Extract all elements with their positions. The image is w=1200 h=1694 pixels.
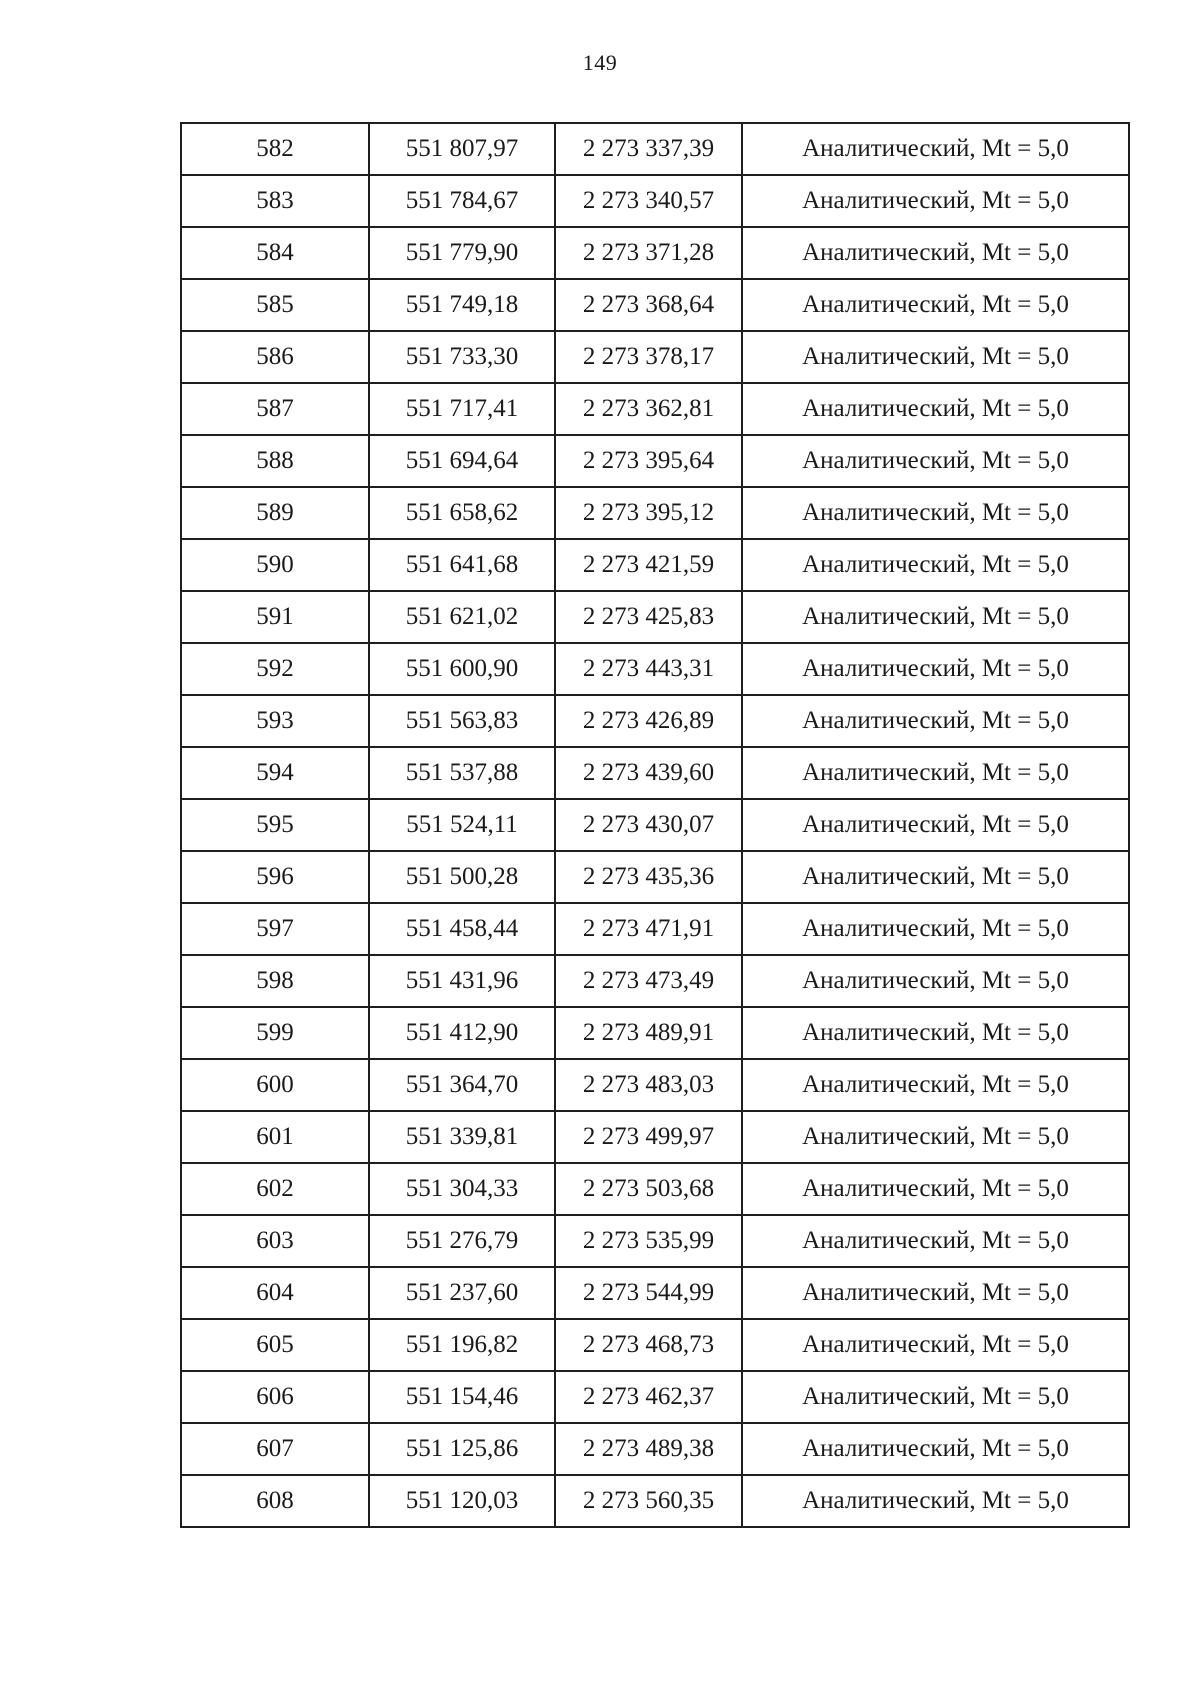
cell-coordinate-y: 2 273 362,81 (555, 383, 742, 435)
coordinates-table-body (181, 123, 1129, 1527)
table-row (181, 227, 1129, 279)
cell-method: Аналитический, Mt = 5,0 (742, 1423, 1129, 1475)
cell-point-number: 596 (181, 851, 369, 903)
table-row (181, 1007, 1129, 1059)
cell-coordinate-x: 551 154,46 (369, 1371, 555, 1423)
cell-method: Аналитический, Mt = 5,0 (742, 747, 1129, 799)
cell-point-number: 605 (181, 1319, 369, 1371)
cell-point-number: 603 (181, 1215, 369, 1267)
cell-point-number: 593 (181, 695, 369, 747)
cell-coordinate-y: 2 273 535,99 (555, 1215, 742, 1267)
cell-coordinate-x: 551 717,41 (369, 383, 555, 435)
cell-method: Аналитический, Mt = 5,0 (742, 331, 1129, 383)
table-row (181, 279, 1129, 331)
cell-coordinate-x: 551 500,28 (369, 851, 555, 903)
cell-coordinate-y: 2 273 544,99 (555, 1267, 742, 1319)
cell-point-number: 601 (181, 1111, 369, 1163)
cell-coordinate-y: 2 273 560,35 (555, 1475, 742, 1527)
cell-point-number: 582 (181, 123, 369, 175)
cell-coordinate-x: 551 779,90 (369, 227, 555, 279)
cell-method: Аналитический, Mt = 5,0 (742, 1111, 1129, 1163)
cell-coordinate-y: 2 273 340,57 (555, 175, 742, 227)
cell-method: Аналитический, Mt = 5,0 (742, 1371, 1129, 1423)
cell-coordinate-x: 551 600,90 (369, 643, 555, 695)
cell-method: Аналитический, Mt = 5,0 (742, 695, 1129, 747)
cell-coordinate-x: 551 339,81 (369, 1111, 555, 1163)
cell-method: Аналитический, Mt = 5,0 (742, 643, 1129, 695)
cell-coordinate-x: 551 431,96 (369, 955, 555, 1007)
cell-point-number: 588 (181, 435, 369, 487)
cell-coordinate-y: 2 273 395,12 (555, 487, 742, 539)
cell-coordinate-x: 551 563,83 (369, 695, 555, 747)
cell-coordinate-y: 2 273 435,36 (555, 851, 742, 903)
cell-coordinate-y: 2 273 425,83 (555, 591, 742, 643)
cell-method: Аналитический, Mt = 5,0 (742, 279, 1129, 331)
cell-method: Аналитический, Mt = 5,0 (742, 1215, 1129, 1267)
table-row (181, 1163, 1129, 1215)
cell-coordinate-x: 551 524,11 (369, 799, 555, 851)
cell-coordinate-y: 2 273 483,03 (555, 1059, 742, 1111)
cell-method: Аналитический, Mt = 5,0 (742, 1267, 1129, 1319)
table-row (181, 747, 1129, 799)
cell-point-number: 597 (181, 903, 369, 955)
cell-point-number: 595 (181, 799, 369, 851)
table-row (181, 851, 1129, 903)
cell-coordinate-y: 2 273 426,89 (555, 695, 742, 747)
table-row (181, 1475, 1129, 1527)
cell-coordinate-y: 2 273 443,31 (555, 643, 742, 695)
table-row (181, 1319, 1129, 1371)
table-row (181, 331, 1129, 383)
cell-point-number: 606 (181, 1371, 369, 1423)
table-row (181, 123, 1129, 175)
cell-coordinate-y: 2 273 430,07 (555, 799, 742, 851)
cell-point-number: 591 (181, 591, 369, 643)
cell-method: Аналитический, Mt = 5,0 (742, 1007, 1129, 1059)
table-row (181, 955, 1129, 1007)
cell-coordinate-y: 2 273 503,68 (555, 1163, 742, 1215)
cell-method: Аналитический, Mt = 5,0 (742, 383, 1129, 435)
cell-coordinate-y: 2 273 337,39 (555, 123, 742, 175)
cell-coordinate-y: 2 273 378,17 (555, 331, 742, 383)
cell-coordinate-y: 2 273 473,49 (555, 955, 742, 1007)
table-row (181, 1111, 1129, 1163)
cell-coordinate-x: 551 304,33 (369, 1163, 555, 1215)
cell-point-number: 599 (181, 1007, 369, 1059)
cell-method: Аналитический, Mt = 5,0 (742, 539, 1129, 591)
table-row (181, 175, 1129, 227)
table-row (181, 487, 1129, 539)
cell-coordinate-y: 2 273 462,37 (555, 1371, 742, 1423)
cell-coordinate-y: 2 273 368,64 (555, 279, 742, 331)
cell-method: Аналитический, Mt = 5,0 (742, 123, 1129, 175)
cell-coordinate-x: 551 733,30 (369, 331, 555, 383)
table-row (181, 1371, 1129, 1423)
cell-coordinate-y: 2 273 471,91 (555, 903, 742, 955)
cell-point-number: 585 (181, 279, 369, 331)
cell-coordinate-x: 551 196,82 (369, 1319, 555, 1371)
cell-coordinate-y: 2 273 395,64 (555, 435, 742, 487)
cell-coordinate-x: 551 749,18 (369, 279, 555, 331)
cell-method: Аналитический, Mt = 5,0 (742, 435, 1129, 487)
cell-coordinate-x: 551 641,68 (369, 539, 555, 591)
cell-method: Аналитический, Mt = 5,0 (742, 799, 1129, 851)
table-row (181, 799, 1129, 851)
cell-coordinate-x: 551 458,44 (369, 903, 555, 955)
cell-method: Аналитический, Mt = 5,0 (742, 851, 1129, 903)
table-row (181, 1423, 1129, 1475)
cell-coordinate-y: 2 273 371,28 (555, 227, 742, 279)
cell-point-number: 598 (181, 955, 369, 1007)
table-row (181, 539, 1129, 591)
table-row (181, 903, 1129, 955)
cell-point-number: 604 (181, 1267, 369, 1319)
cell-point-number: 587 (181, 383, 369, 435)
cell-coordinate-x: 551 412,90 (369, 1007, 555, 1059)
cell-method: Аналитический, Mt = 5,0 (742, 1319, 1129, 1371)
cell-point-number: 607 (181, 1423, 369, 1475)
cell-point-number: 592 (181, 643, 369, 695)
cell-coordinate-x: 551 364,70 (369, 1059, 555, 1111)
cell-coordinate-x: 551 807,97 (369, 123, 555, 175)
cell-coordinate-y: 2 273 489,91 (555, 1007, 742, 1059)
cell-coordinate-x: 551 537,88 (369, 747, 555, 799)
cell-coordinate-y: 2 273 499,97 (555, 1111, 742, 1163)
cell-method: Аналитический, Mt = 5,0 (742, 591, 1129, 643)
cell-point-number: 589 (181, 487, 369, 539)
cell-point-number: 594 (181, 747, 369, 799)
cell-coordinate-x: 551 237,60 (369, 1267, 555, 1319)
cell-point-number: 600 (181, 1059, 369, 1111)
table-row (181, 695, 1129, 747)
cell-coordinate-x: 551 658,62 (369, 487, 555, 539)
table-row (181, 591, 1129, 643)
coordinates-table (180, 122, 1130, 1528)
cell-method: Аналитический, Mt = 5,0 (742, 903, 1129, 955)
cell-method: Аналитический, Mt = 5,0 (742, 955, 1129, 1007)
cell-method: Аналитический, Mt = 5,0 (742, 1163, 1129, 1215)
cell-coordinate-x: 551 621,02 (369, 591, 555, 643)
cell-coordinate-x: 551 784,67 (369, 175, 555, 227)
table-row (181, 1267, 1129, 1319)
cell-point-number: 608 (181, 1475, 369, 1527)
table-row (181, 1215, 1129, 1267)
cell-point-number: 583 (181, 175, 369, 227)
cell-coordinate-x: 551 694,64 (369, 435, 555, 487)
cell-coordinate-y: 2 273 439,60 (555, 747, 742, 799)
page-number: 149 (582, 50, 618, 75)
table-row (181, 1059, 1129, 1111)
cell-method: Аналитический, Mt = 5,0 (742, 175, 1129, 227)
cell-method: Аналитический, Mt = 5,0 (742, 1475, 1129, 1527)
cell-coordinate-y: 2 273 468,73 (555, 1319, 742, 1371)
cell-method: Аналитический, Mt = 5,0 (742, 1059, 1129, 1111)
cell-coordinate-x: 551 125,86 (369, 1423, 555, 1475)
cell-point-number: 602 (181, 1163, 369, 1215)
cell-point-number: 590 (181, 539, 369, 591)
cell-coordinate-y: 2 273 489,38 (555, 1423, 742, 1475)
cell-method: Аналитический, Mt = 5,0 (742, 227, 1129, 279)
cell-coordinate-x: 551 276,79 (369, 1215, 555, 1267)
table-row (181, 435, 1129, 487)
cell-method: Аналитический, Mt = 5,0 (742, 487, 1129, 539)
cell-coordinate-x: 551 120,03 (369, 1475, 555, 1527)
table-row (181, 643, 1129, 695)
cell-coordinate-y: 2 273 421,59 (555, 539, 742, 591)
table-row (181, 383, 1129, 435)
cell-point-number: 584 (181, 227, 369, 279)
cell-point-number: 586 (181, 331, 369, 383)
